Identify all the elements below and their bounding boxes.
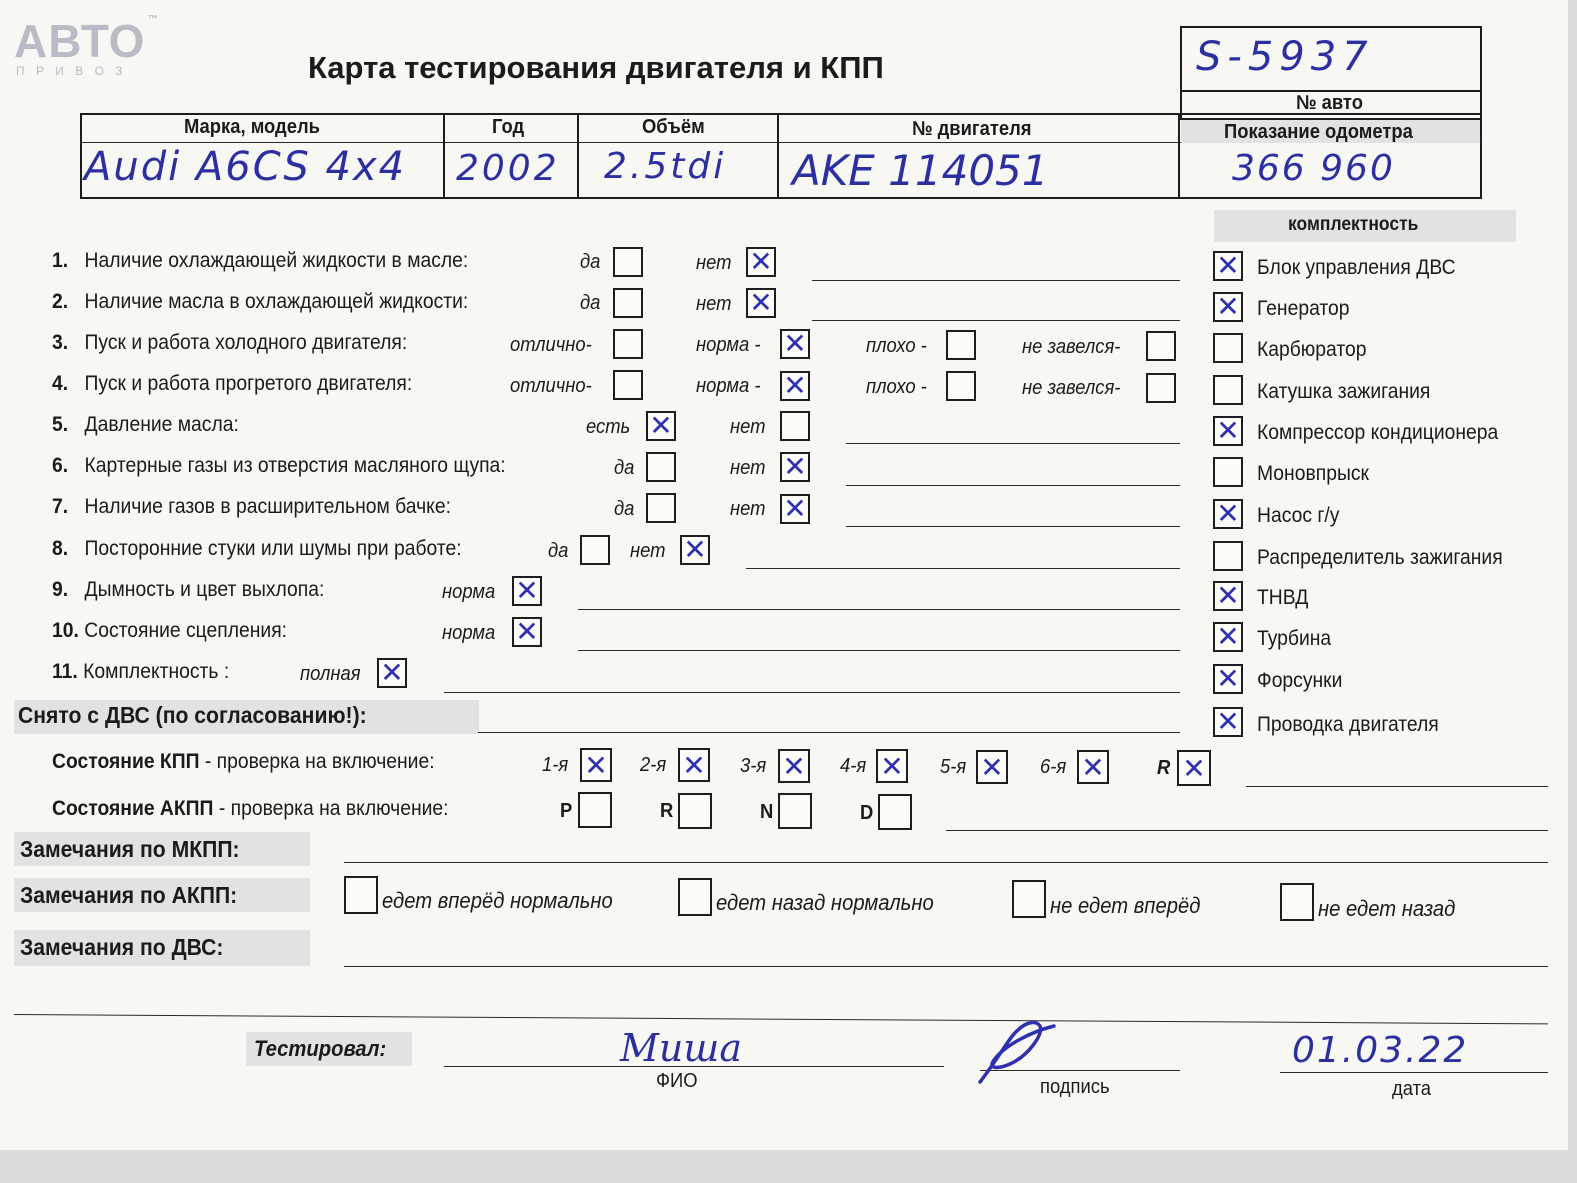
- q2-option-label: нет: [696, 293, 732, 315]
- q6-option-label: да: [614, 457, 635, 479]
- gear-label: 4-я: [840, 755, 867, 777]
- question-text: Пуск и работа холодного двигателя:: [84, 331, 408, 354]
- check-mark-icon: ✕: [1216, 705, 1240, 738]
- engine-label: № двигателя: [912, 118, 1032, 140]
- check-mark-icon: ✕: [1216, 414, 1240, 447]
- question-text: Наличие газов в расширительном бачке:: [84, 495, 451, 518]
- q3-option-label: не завелся-: [1022, 336, 1121, 358]
- check-mark-icon: ✕: [515, 615, 539, 648]
- logo-tm: ™: [148, 14, 158, 25]
- q6-checkbox-yes[interactable]: [646, 452, 676, 482]
- akpp-mode-n-checkbox[interactable]: [778, 793, 812, 829]
- question-1: [52, 249, 468, 273]
- q9-option-label: норма: [442, 581, 496, 603]
- check-mark-icon: ✕: [980, 751, 1004, 784]
- akpp-mode-label: P: [560, 800, 573, 822]
- completeness-title: комплектность: [1288, 214, 1419, 235]
- check-mark-icon: ✕: [1216, 249, 1240, 282]
- akpp-label: [52, 797, 449, 821]
- question-text: Картерные газы из отверстия масляного щупа:: [84, 454, 506, 477]
- completeness-checkbox[interactable]: [1213, 457, 1243, 487]
- completeness-checkbox[interactable]: [1213, 581, 1243, 611]
- remarks-dvs-line-2[interactable]: [14, 1014, 1548, 1024]
- q3-checkbox-excellent[interactable]: [613, 329, 643, 359]
- q3-option-label: норма -: [696, 334, 761, 356]
- q3-checkbox-not-started[interactable]: [1146, 331, 1176, 361]
- q9-checkbox-normal[interactable]: [512, 576, 542, 606]
- akpp-remark-checkbox[interactable]: [344, 876, 378, 914]
- q1-option-label: нет: [696, 252, 732, 274]
- name-caption: ФИО: [656, 1070, 698, 1092]
- q1-checkbox-yes[interactable]: [613, 247, 643, 277]
- gear-label: 2-я: [640, 754, 667, 776]
- q1-option-label: да: [580, 251, 601, 273]
- remarks-akpp-label: Замечания по АКПП:: [20, 882, 238, 908]
- completeness-checkbox[interactable]: [1213, 251, 1243, 281]
- check-mark-icon: ✕: [783, 450, 807, 483]
- akpp-mode-label: D: [860, 802, 874, 824]
- completeness-item-label: Насос г/у: [1257, 504, 1340, 527]
- question-number: 5.: [52, 413, 69, 436]
- question-text: Посторонние стуки или шумы при работе:: [84, 537, 462, 560]
- odometer-label: Показание одометра: [1224, 121, 1413, 143]
- question-text: Пуск и работа прогретого двигателя:: [84, 372, 413, 395]
- q5-checkbox-yes[interactable]: [646, 411, 676, 441]
- gear-4-checkbox[interactable]: [876, 749, 908, 783]
- question-10: [52, 619, 287, 643]
- kpp-label-rest: - проверка на включение:: [199, 750, 435, 773]
- question-text: Наличие охлаждающей жидкости в масле:: [84, 249, 469, 272]
- logo-sub: П Р И В О З: [16, 64, 127, 78]
- q4-option-label: отлично-: [510, 375, 592, 397]
- question-text: Комплектность :: [83, 660, 230, 683]
- akpp-remark-label: едет вперёд нормально: [382, 888, 613, 913]
- q2-checkbox-no[interactable]: [746, 288, 776, 318]
- completeness-checkbox[interactable]: [1213, 375, 1243, 405]
- completeness-item-label: Блок управления ДВС: [1257, 256, 1456, 279]
- q4-checkbox-excellent[interactable]: [613, 370, 643, 400]
- akpp-mode-label: N: [760, 801, 774, 823]
- akpp-remark-checkbox[interactable]: [1280, 883, 1314, 921]
- question-4: [52, 372, 412, 396]
- q3-option-label: отлично-: [510, 334, 592, 356]
- question-number: 11.: [52, 660, 78, 683]
- auto-number-value[interactable]: S-5937: [1196, 34, 1374, 80]
- q3-option-label: плохо -: [866, 335, 927, 357]
- akpp-label-rest: - проверка на включение:: [213, 797, 449, 820]
- check-mark-icon: ✕: [783, 327, 807, 360]
- check-mark-icon: ✕: [1216, 290, 1240, 323]
- akpp-mode-r-checkbox[interactable]: [678, 793, 712, 829]
- check-mark-icon: ✕: [880, 750, 904, 783]
- akpp-mode-label: R: [660, 800, 674, 822]
- akpp-remark-label: не едет назад: [1318, 896, 1456, 921]
- completeness-item-label: Компрессор кондиционера: [1257, 421, 1499, 444]
- q4-option-label: норма -: [696, 375, 761, 397]
- completeness-item-label: Форсунки: [1257, 669, 1343, 692]
- q8-option-label: да: [548, 540, 569, 562]
- completeness-item-label: Генератор: [1257, 297, 1350, 320]
- q1-checkbox-no[interactable]: [746, 247, 776, 277]
- completeness-item-label: Карбюратор: [1257, 338, 1367, 361]
- check-mark-icon: ✕: [515, 574, 539, 607]
- question-text: Давление масла:: [84, 413, 239, 436]
- question-2: [52, 290, 468, 314]
- q4-option-label: плохо -: [866, 376, 927, 398]
- q6-checkbox-no[interactable]: [780, 452, 810, 482]
- volume-value[interactable]: 2.5tdi: [604, 146, 727, 187]
- gear-6-checkbox[interactable]: [1077, 750, 1109, 784]
- q7-checkbox-no[interactable]: [780, 494, 810, 524]
- q5-option-label: есть: [586, 416, 631, 438]
- date-caption: дата: [1392, 1078, 1432, 1100]
- question-number: 3.: [52, 331, 69, 354]
- question-number: 10.: [52, 619, 79, 642]
- check-mark-icon: ✕: [683, 533, 707, 566]
- gear-label: 3-я: [740, 755, 767, 777]
- check-mark-icon: ✕: [749, 245, 773, 278]
- akpp-remark-checkbox[interactable]: [1012, 880, 1046, 918]
- q8-option-label: нет: [630, 540, 666, 562]
- question-3: [52, 331, 407, 355]
- question-number: 1.: [52, 249, 69, 272]
- completeness-checkbox[interactable]: [1213, 333, 1243, 363]
- completeness-item-label: Проводка двигателя: [1257, 713, 1439, 736]
- akpp-mode-d-checkbox[interactable]: [878, 794, 912, 830]
- page-title: Карта тестирования двигателя и КПП: [308, 50, 884, 85]
- q3-checkbox-normal[interactable]: [780, 329, 810, 359]
- volume-label: Объём: [642, 116, 705, 138]
- gear-5-checkbox[interactable]: [976, 750, 1008, 784]
- question-number: 7.: [52, 495, 69, 518]
- completeness-checkbox[interactable]: [1213, 416, 1243, 446]
- q4-checkbox-normal[interactable]: [780, 371, 810, 401]
- check-mark-icon: ✕: [1216, 620, 1240, 653]
- check-mark-icon: ✕: [1216, 662, 1240, 695]
- q10-option-label: норма: [442, 622, 496, 644]
- date-value[interactable]: 01.03.22: [1292, 1030, 1469, 1071]
- question-text: Дымность и цвет выхлопа:: [84, 578, 325, 601]
- q8-checkbox-yes[interactable]: [580, 535, 610, 565]
- q7-option-label: да: [614, 498, 635, 520]
- brand-value[interactable]: Audi A6CS 4x4: [84, 144, 407, 190]
- year-label: Год: [492, 116, 525, 138]
- question-6: [52, 454, 506, 478]
- q5-option-label: нет: [730, 416, 766, 438]
- q6-option-label: нет: [730, 457, 766, 479]
- q11-checkbox-full[interactable]: [377, 658, 407, 688]
- completeness-item-label: ТНВД: [1257, 586, 1309, 609]
- tested-label: Тестировал:: [254, 1036, 387, 1061]
- completeness-item-label: Турбина: [1257, 627, 1332, 650]
- question-7: [52, 495, 451, 519]
- name-value[interactable]: Миша: [620, 1026, 743, 1070]
- gear-3-checkbox[interactable]: [778, 749, 810, 783]
- kpp-label: [52, 750, 435, 774]
- date-line[interactable]: [1280, 1072, 1548, 1073]
- year-value[interactable]: 2002: [456, 148, 560, 189]
- check-mark-icon: ✕: [380, 656, 404, 689]
- remarks-mkpp-line[interactable]: [344, 862, 1548, 863]
- gear-label: 1-я: [542, 754, 569, 776]
- check-mark-icon: ✕: [1216, 497, 1240, 530]
- check-mark-icon: ✕: [783, 492, 807, 525]
- question-number: 6.: [52, 454, 69, 477]
- question-11: [52, 660, 229, 684]
- akpp-remark-label: не едет вперёд: [1050, 893, 1201, 918]
- question-8: [52, 537, 462, 561]
- completeness-checkbox[interactable]: [1213, 541, 1243, 571]
- q4-checkbox-bad[interactable]: [946, 371, 976, 401]
- q7-checkbox-yes[interactable]: [646, 493, 676, 523]
- remarks-dvs-label: Замечания по ДВС:: [20, 934, 224, 960]
- akpp-remark-checkbox[interactable]: [678, 878, 712, 916]
- remarks-mkpp-label: Замечания по МКПП:: [20, 836, 240, 862]
- q2-option-label: да: [580, 292, 601, 314]
- q2-checkbox-yes[interactable]: [613, 288, 643, 318]
- check-mark-icon: ✕: [782, 750, 806, 783]
- akpp-remark-label: едет назад нормально: [716, 890, 934, 915]
- odometer-value[interactable]: 366 960: [1232, 148, 1395, 189]
- check-mark-icon: ✕: [1182, 752, 1206, 785]
- completeness-checkbox[interactable]: [1213, 707, 1243, 737]
- question-9: [52, 578, 324, 602]
- q8-checkbox-no[interactable]: [680, 535, 710, 565]
- q4-checkbox-not-started[interactable]: [1146, 373, 1176, 403]
- gear-label: R: [1157, 757, 1171, 779]
- completeness-checkbox[interactable]: [1213, 622, 1243, 652]
- gear-2-checkbox[interactable]: [678, 748, 710, 782]
- question-text: Наличие масла в охлаждающей жидкости:: [84, 290, 469, 313]
- brand-label: Марка, модель: [184, 116, 320, 138]
- question-text: Состояние сцепления:: [84, 619, 288, 642]
- check-mark-icon: ✕: [1216, 579, 1240, 612]
- signature-caption: подпись: [1040, 1076, 1110, 1098]
- check-mark-icon: ✕: [749, 286, 773, 319]
- completeness-item-label: Распределитель зажигания: [1257, 546, 1503, 569]
- completeness-checkbox[interactable]: [1213, 664, 1243, 694]
- q7-option-label: нет: [730, 498, 766, 520]
- check-mark-icon: ✕: [682, 749, 706, 782]
- q3-checkbox-bad[interactable]: [946, 330, 976, 360]
- gear-1-checkbox[interactable]: [580, 748, 612, 782]
- akpp-label-bold: Состояние АКПП: [52, 797, 214, 820]
- q11-option-label: полная: [300, 663, 361, 685]
- logo-main: АВТО: [14, 15, 146, 67]
- check-mark-icon: ✕: [649, 409, 673, 442]
- q5-checkbox-no[interactable]: [780, 411, 810, 441]
- question-5: [52, 413, 239, 437]
- engine-value[interactable]: AKE 114051: [792, 146, 1049, 195]
- question-number: 8.: [52, 537, 69, 560]
- q10-checkbox-normal[interactable]: [512, 617, 542, 647]
- completeness-item-label: Катушка зажигания: [1257, 380, 1431, 403]
- question-number: 2.: [52, 290, 69, 313]
- akpp-mode-p-checkbox[interactable]: [578, 792, 612, 828]
- remarks-dvs-line-1[interactable]: [344, 966, 1548, 967]
- gear-label: 6-я: [1040, 756, 1067, 778]
- question-number: 4.: [52, 372, 69, 395]
- check-mark-icon: ✕: [1081, 751, 1105, 784]
- auto-number-label: № авто: [1296, 92, 1363, 114]
- kpp-label-bold: Состояние КПП: [52, 750, 200, 773]
- q4-option-label: не завелся-: [1022, 377, 1121, 399]
- removed-label: Снято с ДВС (по согласованию!):: [18, 702, 367, 728]
- check-mark-icon: ✕: [584, 749, 608, 782]
- completeness-item-label: Моновпрыск: [1257, 462, 1369, 485]
- completeness-checkbox[interactable]: [1213, 499, 1243, 529]
- question-number: 9.: [52, 578, 69, 601]
- completeness-checkbox[interactable]: [1213, 292, 1243, 322]
- gear-label: 5-я: [940, 756, 967, 778]
- gear-r-checkbox[interactable]: [1177, 750, 1211, 786]
- check-mark-icon: ✕: [783, 369, 807, 402]
